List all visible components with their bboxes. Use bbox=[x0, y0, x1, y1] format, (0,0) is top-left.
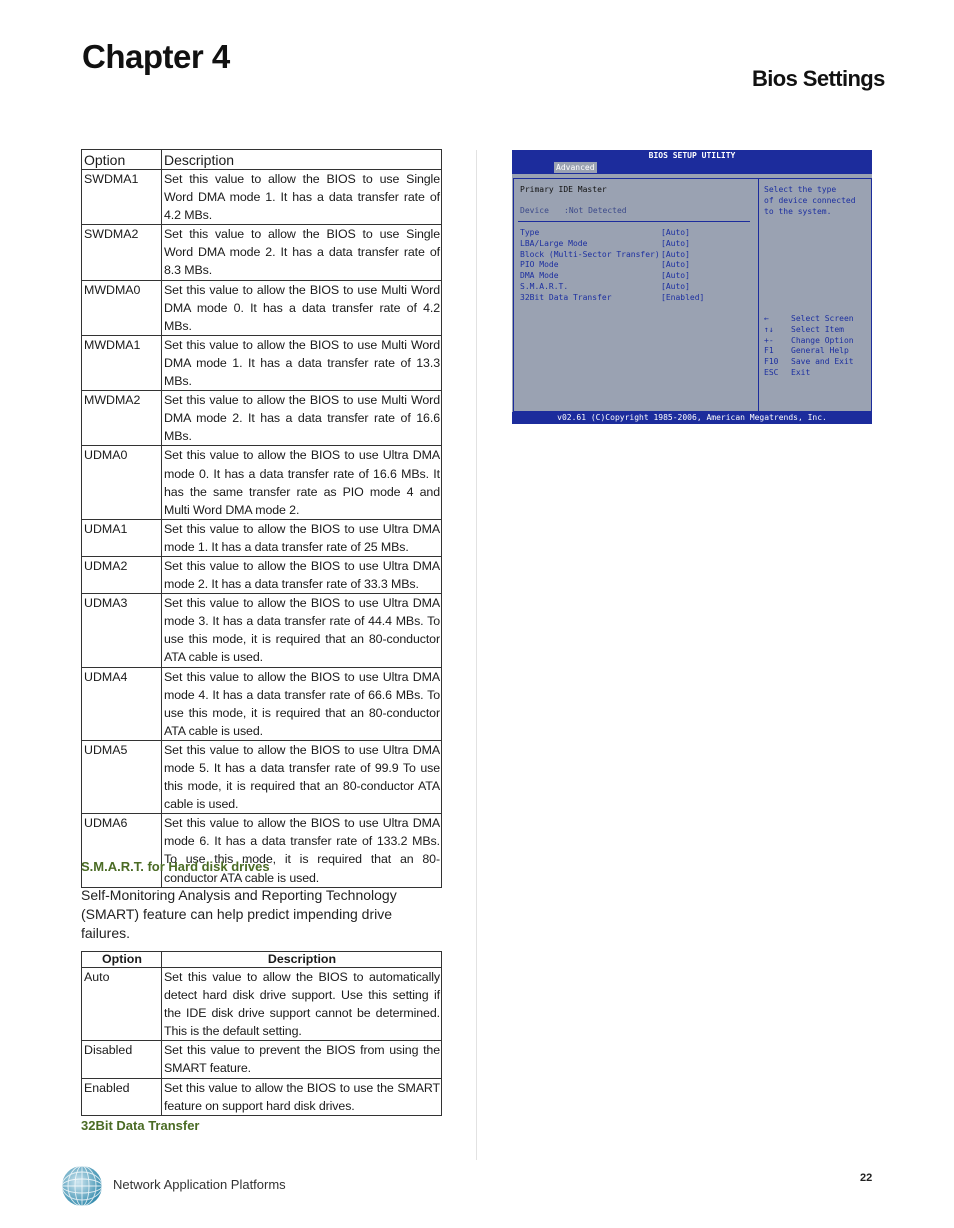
bios-setting-label[interactable]: LBA/Large Mode bbox=[520, 238, 588, 248]
bios-setting-value[interactable]: [Auto] bbox=[661, 238, 690, 248]
option-cell: MWDMA1 bbox=[82, 335, 162, 390]
option-cell: UDMA4 bbox=[82, 667, 162, 740]
description-cell: Set this value to allow the BIOS to use Single Word DMA mode 1. It has a data transfer rate of 4.2 MBs. bbox=[162, 170, 442, 225]
bios-setting-label[interactable]: Block (Multi-Sector Transfer) bbox=[520, 249, 660, 259]
bios-panel-divider bbox=[758, 178, 759, 412]
description-cell: Set this value to allow the BIOS to use Ultra DMA mode 4. It has a data transfer rate of 66.6 MBs. To use this mode, it is required that an 80-conductor ATA cable is used. bbox=[162, 667, 442, 740]
option-cell: UDMA6 bbox=[82, 814, 162, 887]
bios-setting-label[interactable]: S.M.A.R.T. bbox=[520, 282, 569, 291]
table-row bbox=[82, 594, 442, 667]
description-cell: Set this value to allow the BIOS to use Ultra DMA mode 3. It has a data transfer rate of 44.4 MBs. To use this mode, it is required that an 80-conductor ATA cable is used. bbox=[162, 594, 442, 667]
table-row bbox=[82, 225, 442, 280]
header-option: Option bbox=[82, 952, 162, 968]
bios-key-action: Save and Exit bbox=[791, 357, 854, 367]
chapter-title: Chapter 4 bbox=[82, 38, 230, 75]
smart-options-table bbox=[81, 951, 442, 1116]
bios-key-action: Exit bbox=[791, 368, 811, 377]
bios-device-label: Device bbox=[520, 206, 549, 215]
description-cell: Set this value to allow the BIOS to use the SMART feature on support hard disk drives. bbox=[162, 1078, 442, 1115]
description-cell: Set this value to allow the BIOS to use Ultra DMA mode 0. It has a data transfer rate of 16.6 MBs. It has the same transfer rate as PIO mode 4 and Multi Word DMA mode 2. bbox=[162, 446, 442, 519]
header-description: Description bbox=[162, 952, 442, 968]
header-description: Description bbox=[162, 150, 442, 170]
bios-key: ESC bbox=[764, 368, 779, 377]
bios-key-action: Select Item bbox=[791, 324, 844, 334]
option-cell: UDMA3 bbox=[82, 594, 162, 667]
bios-setting-label[interactable]: PIO Mode bbox=[520, 260, 559, 270]
table-row bbox=[82, 1078, 442, 1115]
bios-title-bar: BIOS SETUP UTILITY bbox=[512, 150, 872, 161]
description-cell: Set this value to allow the BIOS to use Ultra DMA mode 6. It has a data transfer rate of 133.2 MBs. To use this mode, it is required that an 80-conductor ATA cable is used. bbox=[162, 814, 442, 887]
table-header-row bbox=[82, 952, 442, 968]
bios-key: F10 bbox=[764, 357, 779, 367]
table-row bbox=[82, 280, 442, 335]
option-cell: Auto bbox=[82, 968, 162, 1041]
description-cell: Set this value to allow the BIOS to use Ultra DMA mode 1. It has a data transfer rate of 25 MBs. bbox=[162, 519, 442, 556]
column-divider bbox=[476, 150, 477, 1160]
brand-text: Network Application Platforms bbox=[113, 1177, 286, 1192]
option-cell: UDMA5 bbox=[82, 740, 162, 813]
bios-setting-label[interactable]: Type bbox=[520, 228, 540, 237]
option-cell: UDMA2 bbox=[82, 556, 162, 593]
bios-screenshot bbox=[512, 150, 872, 424]
bios-hline bbox=[518, 221, 750, 222]
bios-setting-value[interactable]: [Auto] bbox=[661, 282, 690, 291]
option-cell: Disabled bbox=[82, 1041, 162, 1078]
table-row bbox=[82, 814, 442, 887]
header-option: Option bbox=[82, 150, 162, 170]
option-cell: UDMA0 bbox=[82, 446, 162, 519]
bios-key: +- bbox=[764, 335, 774, 345]
option-cell: SWDMA1 bbox=[82, 170, 162, 225]
bios-setting-value[interactable]: [Auto] bbox=[661, 271, 690, 281]
bios-setting-label[interactable]: DMA Mode bbox=[520, 271, 559, 281]
option-cell: MWDMA0 bbox=[82, 280, 162, 335]
table-row bbox=[82, 556, 442, 593]
bios-key: ↑↓ bbox=[764, 324, 774, 334]
dma-options-table bbox=[81, 149, 442, 888]
description-cell: Set this value to allow the BIOS to use Single Word DMA mode 2. It has a data transfer rate of 8.3 MBs. bbox=[162, 225, 442, 280]
bios-help-line: to the system. bbox=[764, 207, 832, 216]
description-cell: Set this value to allow the BIOS to use Multi Word DMA mode 1. It has a data transfer rate of 13.3 MBs. bbox=[162, 335, 442, 390]
bios-footer: v02.61 (C)Copyright 1985-2006, American Megatrends, Inc. bbox=[512, 412, 872, 424]
option-cell: SWDMA2 bbox=[82, 225, 162, 280]
option-cell: MWDMA2 bbox=[82, 391, 162, 446]
bios-device-value: :Not Detected bbox=[564, 206, 627, 215]
bios-setting-value[interactable]: [Auto] bbox=[661, 228, 690, 237]
option-cell: Enabled bbox=[82, 1078, 162, 1115]
table-row bbox=[82, 1041, 442, 1078]
bios-key-action: Change Option bbox=[791, 335, 854, 345]
bios-setting-value[interactable]: [Auto] bbox=[661, 260, 690, 270]
32bit-heading: 32Bit Data Transfer bbox=[81, 1118, 200, 1133]
table-row bbox=[82, 446, 442, 519]
bios-help-line: Select the type bbox=[764, 185, 837, 194]
smart-heading: S.M.A.R.T. for Hard disk drives bbox=[81, 859, 270, 874]
description-cell: Set this value to allow the BIOS to automatically detect hard disk drive support. Use this setting if the IDE disk drive support cannot be determined. This is the default setting. bbox=[162, 968, 442, 1041]
table-row bbox=[82, 968, 442, 1041]
bios-setting-value[interactable]: [Auto] bbox=[661, 249, 690, 259]
table-row bbox=[82, 519, 442, 556]
description-cell: Set this value to allow the BIOS to use Multi Word DMA mode 2. It has a data transfer rate of 16.6 MBs. bbox=[162, 391, 442, 446]
description-cell: Set this value to allow the BIOS to use Multi Word DMA mode 0. It has a data transfer rate of 4.2 MBs. bbox=[162, 280, 442, 335]
section-title: Bios Settings bbox=[752, 66, 885, 91]
description-cell: Set this value to allow the BIOS to use Ultra DMA mode 5. It has a data transfer rate of 99.9 To use this mode, it is required that an 80-conductor ATA cable is used. bbox=[162, 740, 442, 813]
description-cell: Set this value to allow the BIOS to use Ultra DMA mode 2. It has a data transfer rate of 33.3 MBs. bbox=[162, 556, 442, 593]
bios-key-action: Select Screen bbox=[791, 314, 854, 323]
globe-logo-icon bbox=[60, 1164, 104, 1208]
option-cell: UDMA1 bbox=[82, 519, 162, 556]
bios-setting-label[interactable]: 32Bit Data Transfer bbox=[520, 292, 612, 302]
bios-help-line: of device connected bbox=[764, 196, 856, 205]
bios-tab-advanced: Advanced bbox=[556, 163, 595, 172]
table-row bbox=[82, 740, 442, 813]
page-number: 22 bbox=[860, 1172, 873, 1184]
table-header-row bbox=[82, 150, 442, 170]
table-row bbox=[82, 335, 442, 390]
smart-paragraph: Self-Monitoring Analysis and Reporting Technology (SMART) feature can help predict impending drive failures. bbox=[81, 887, 397, 941]
bios-setting-value[interactable]: [Enabled] bbox=[661, 292, 705, 302]
table-row bbox=[82, 667, 442, 740]
description-cell: Set this value to prevent the BIOS from using the SMART feature. bbox=[162, 1041, 442, 1078]
bios-key: F1 bbox=[764, 346, 774, 356]
table-row bbox=[82, 391, 442, 446]
bios-panel-title: Primary IDE Master bbox=[520, 185, 607, 194]
table-row bbox=[82, 170, 442, 225]
bios-key-action: General Help bbox=[791, 346, 849, 356]
bios-key: ← bbox=[764, 314, 769, 323]
